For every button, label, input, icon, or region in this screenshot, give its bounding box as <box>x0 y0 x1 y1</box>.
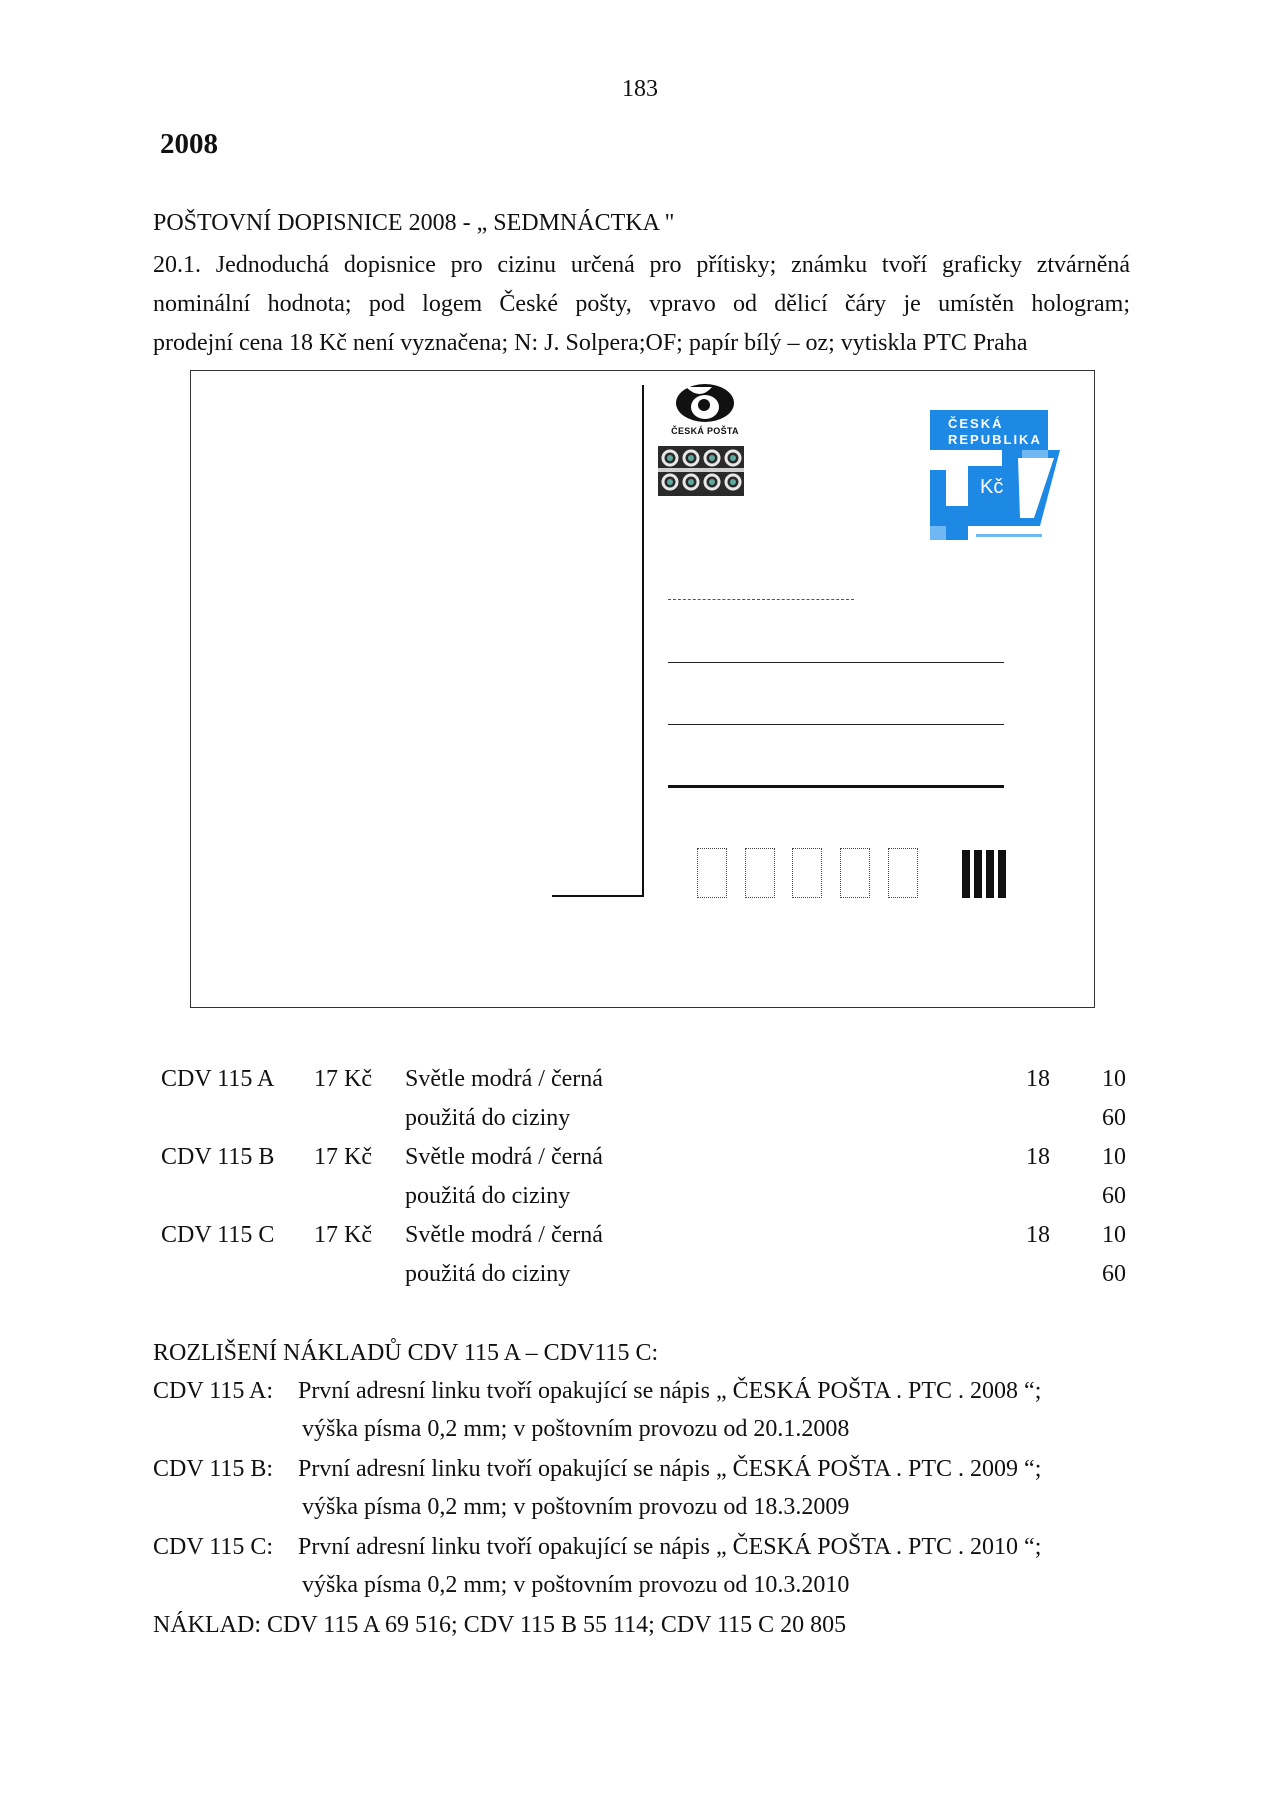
postcode-box <box>745 848 775 898</box>
description-line: 20.1. Jednoduchá dopisnice pro cizinu určená pro přítisky; známku tvoří graficky ztvárněná <box>153 252 1130 278</box>
barcode-bar <box>986 850 994 898</box>
stamp-currency: Kč <box>980 476 1004 498</box>
address-line <box>668 724 1004 725</box>
note-label: CDV 115 A: <box>153 1378 274 1404</box>
notes-title: ROZLIŠENÍ NÁKLADŮ CDV 115 A – CDV115 C: <box>153 1340 659 1366</box>
description <box>153 246 1130 363</box>
note-line: První adresní linku tvoří opakující se nápis „ ČESKÁ POŠTA . PTC . 2008 “; <box>298 1378 1042 1404</box>
note-line: výška písma 0,2 mm; v poštovním provozu od 20.1.2008 <box>302 1416 850 1442</box>
postcode-box <box>697 848 727 898</box>
stamp-country-line2: REPUBLIKA <box>948 432 1042 447</box>
catalogue-color: Světle modrá / černá <box>405 1222 603 1248</box>
barcode-bar <box>998 850 1006 898</box>
catalogue-used-label: použitá do ciziny <box>405 1261 571 1287</box>
description-line: prodejní cena 18 Kč není vyznačena; N: J. Solpera;OF; papír bílý – oz; vytiskla PTC Praha <box>153 330 1028 356</box>
year-heading: 2008 <box>160 128 218 160</box>
catalogue-value: 17 Kč <box>314 1222 372 1248</box>
catalogue-used-label: použitá do ciziny <box>405 1105 571 1131</box>
catalogue-price: 10 <box>1102 1144 1126 1170</box>
catalogue-color: Světle modrá / černá <box>405 1066 603 1092</box>
postcode-box <box>840 848 870 898</box>
catalogue-price: 10 <box>1102 1066 1126 1092</box>
description-line: nominální hodnota; pod logem České pošty, vpravo od dělicí čáry je umístěn hologram; <box>153 291 1130 317</box>
catalogue-code: CDV 115 A <box>161 1066 275 1092</box>
page-number: 183 <box>622 76 658 102</box>
note-line: výška písma 0,2 mm; v poštovním provozu od 10.3.2010 <box>302 1572 850 1598</box>
catalogue-used-price: 60 <box>1102 1105 1126 1131</box>
catalogue-price-mint: 18 <box>1026 1066 1050 1092</box>
section-heading: POŠTOVNÍ DOPISNICE 2008 - „ SEDMNÁCTKA " <box>153 210 675 236</box>
postcard-divider-foot <box>552 895 644 897</box>
postcode-box <box>792 848 822 898</box>
catalogue-row-used <box>0 1105 1280 1141</box>
catalogue-used-price: 60 <box>1102 1261 1126 1287</box>
postcard-divider-line <box>642 385 644 897</box>
catalogue-row <box>0 1222 1280 1258</box>
stamp-country-line1: ČESKÁ <box>948 416 1004 431</box>
catalogue-row-used <box>0 1183 1280 1219</box>
catalogue-value: 17 Kč <box>314 1144 372 1170</box>
catalogue-price-mint: 18 <box>1026 1222 1050 1248</box>
note-line: První adresní linku tvoří opakující se nápis „ ČESKÁ POŠTA . PTC . 2009 “; <box>298 1456 1042 1482</box>
barcode-bar <box>962 850 970 898</box>
catalogue-used-price: 60 <box>1102 1183 1126 1209</box>
address-line <box>668 662 1004 663</box>
catalogue-code: CDV 115 B <box>161 1144 275 1170</box>
note-label: CDV 115 C: <box>153 1534 274 1560</box>
postcode-box <box>888 848 918 898</box>
catalogue-price-mint: 18 <box>1026 1144 1050 1170</box>
catalogue-used-label: použitá do ciziny <box>405 1183 571 1209</box>
catalogue-code: CDV 115 C <box>161 1222 275 1248</box>
note-line: výška písma 0,2 mm; v poštovním provozu od 18.3.2009 <box>302 1494 850 1520</box>
catalogue-row <box>0 1144 1280 1180</box>
catalogue-row-used <box>0 1261 1280 1297</box>
print-run: NÁKLAD: CDV 115 A 69 516; CDV 115 B 55 114; CDV 115 C 20 805 <box>153 1612 847 1638</box>
address-line-microtext <box>668 599 854 600</box>
catalogue-price: 10 <box>1102 1222 1126 1248</box>
note-line: První adresní linku tvoří opakující se nápis „ ČESKÁ POŠTA . PTC . 2010 “; <box>298 1534 1042 1560</box>
hologram-icon <box>658 446 744 496</box>
address-line-bold <box>668 785 1004 788</box>
catalogue-value: 17 Kč <box>314 1066 372 1092</box>
barcode-bar <box>974 850 982 898</box>
note-label: CDV 115 B: <box>153 1456 274 1482</box>
catalogue-color: Světle modrá / černá <box>405 1144 603 1170</box>
catalogue-row <box>0 1066 1280 1102</box>
logo-text: ČESKÁ POŠTA <box>671 426 739 436</box>
